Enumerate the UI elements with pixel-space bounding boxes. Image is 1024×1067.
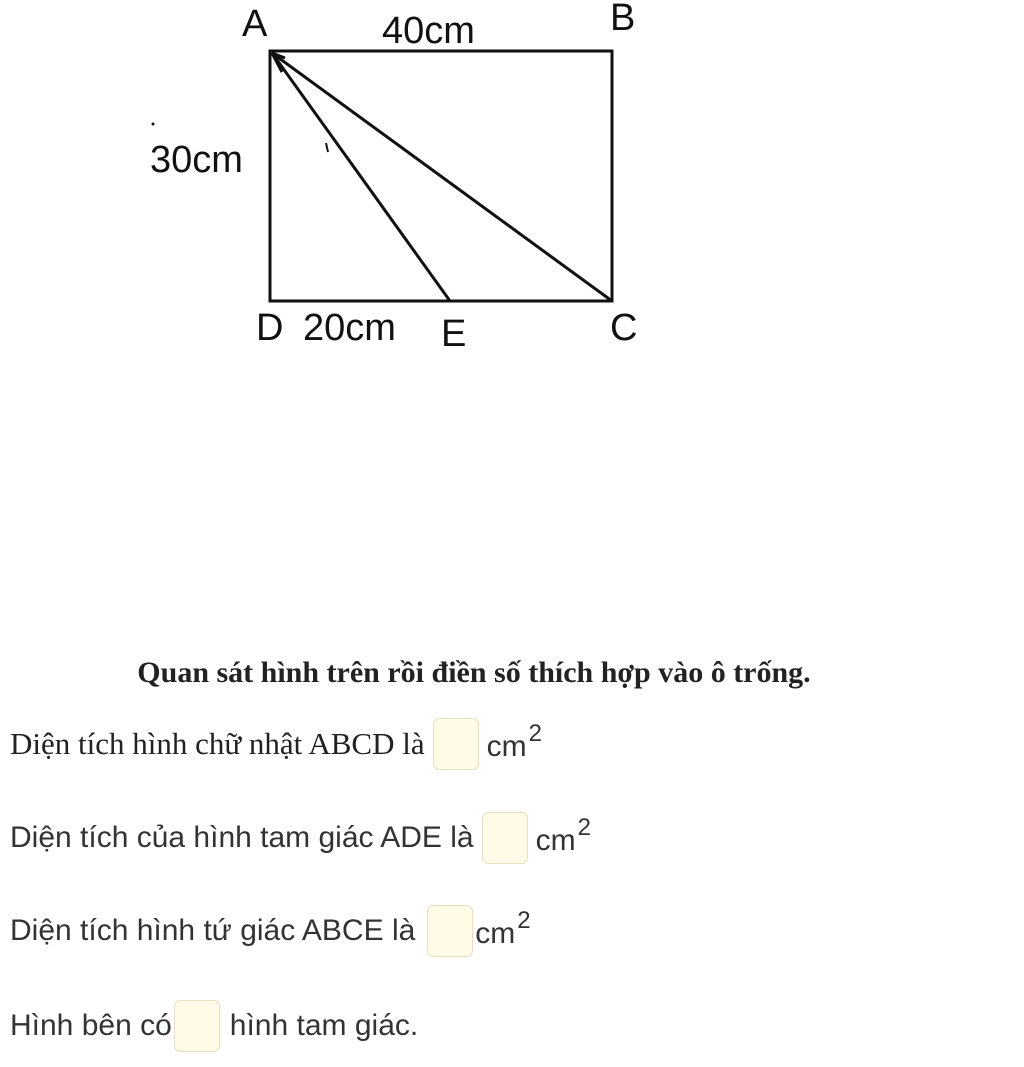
question-triangle-count [10, 1000, 418, 1052]
question-text: Diện tích hình tứ giác ABCE là [10, 914, 416, 947]
answer-input-triangle-count[interactable] [174, 1000, 220, 1052]
angle-mark [326, 143, 328, 152]
vertex-a-label: A [242, 3, 268, 45]
instruction-text: Quan sát hình trên rồi điền số thích hợp vào ô trống. [137, 656, 811, 689]
side-de-label: 20cm [303, 307, 396, 349]
answer-input-triangle-ade-area[interactable] [482, 812, 528, 864]
question-text: Diện tích của hình tam giác ADE là [10, 821, 474, 854]
question-triangle-ade-area [10, 812, 591, 864]
question-text-after: hình tam giác. [229, 1009, 419, 1042]
vertex-e-label: E [441, 313, 467, 355]
side-ad-label: 30cm [150, 139, 243, 181]
question-quadrilateral-abce-area [10, 905, 531, 957]
unit-label: $cm^2$ [486, 720, 542, 763]
question-text: Hình bên có [10, 1009, 172, 1042]
vertex-d-label: D [256, 307, 284, 349]
vertex-b-label: B [610, 0, 636, 39]
question-text: Diện tích hình chữ nhật ABCD là [10, 726, 425, 761]
unit-label: $cm^2$ [535, 814, 591, 857]
stray-dot [152, 123, 155, 126]
unit-label: $cm^2$ [475, 907, 531, 950]
segment-ac [272, 53, 612, 301]
side-ab-label: 40cm [382, 10, 475, 52]
question-rectangle-area [10, 718, 542, 770]
answer-input-rectangle-area[interactable] [433, 718, 479, 770]
geometry-figure [0, 0, 1024, 400]
answer-input-quadrilateral-abce-area[interactable] [427, 905, 473, 957]
vertex-c-label: C [610, 307, 638, 349]
segment-ae [272, 53, 450, 301]
